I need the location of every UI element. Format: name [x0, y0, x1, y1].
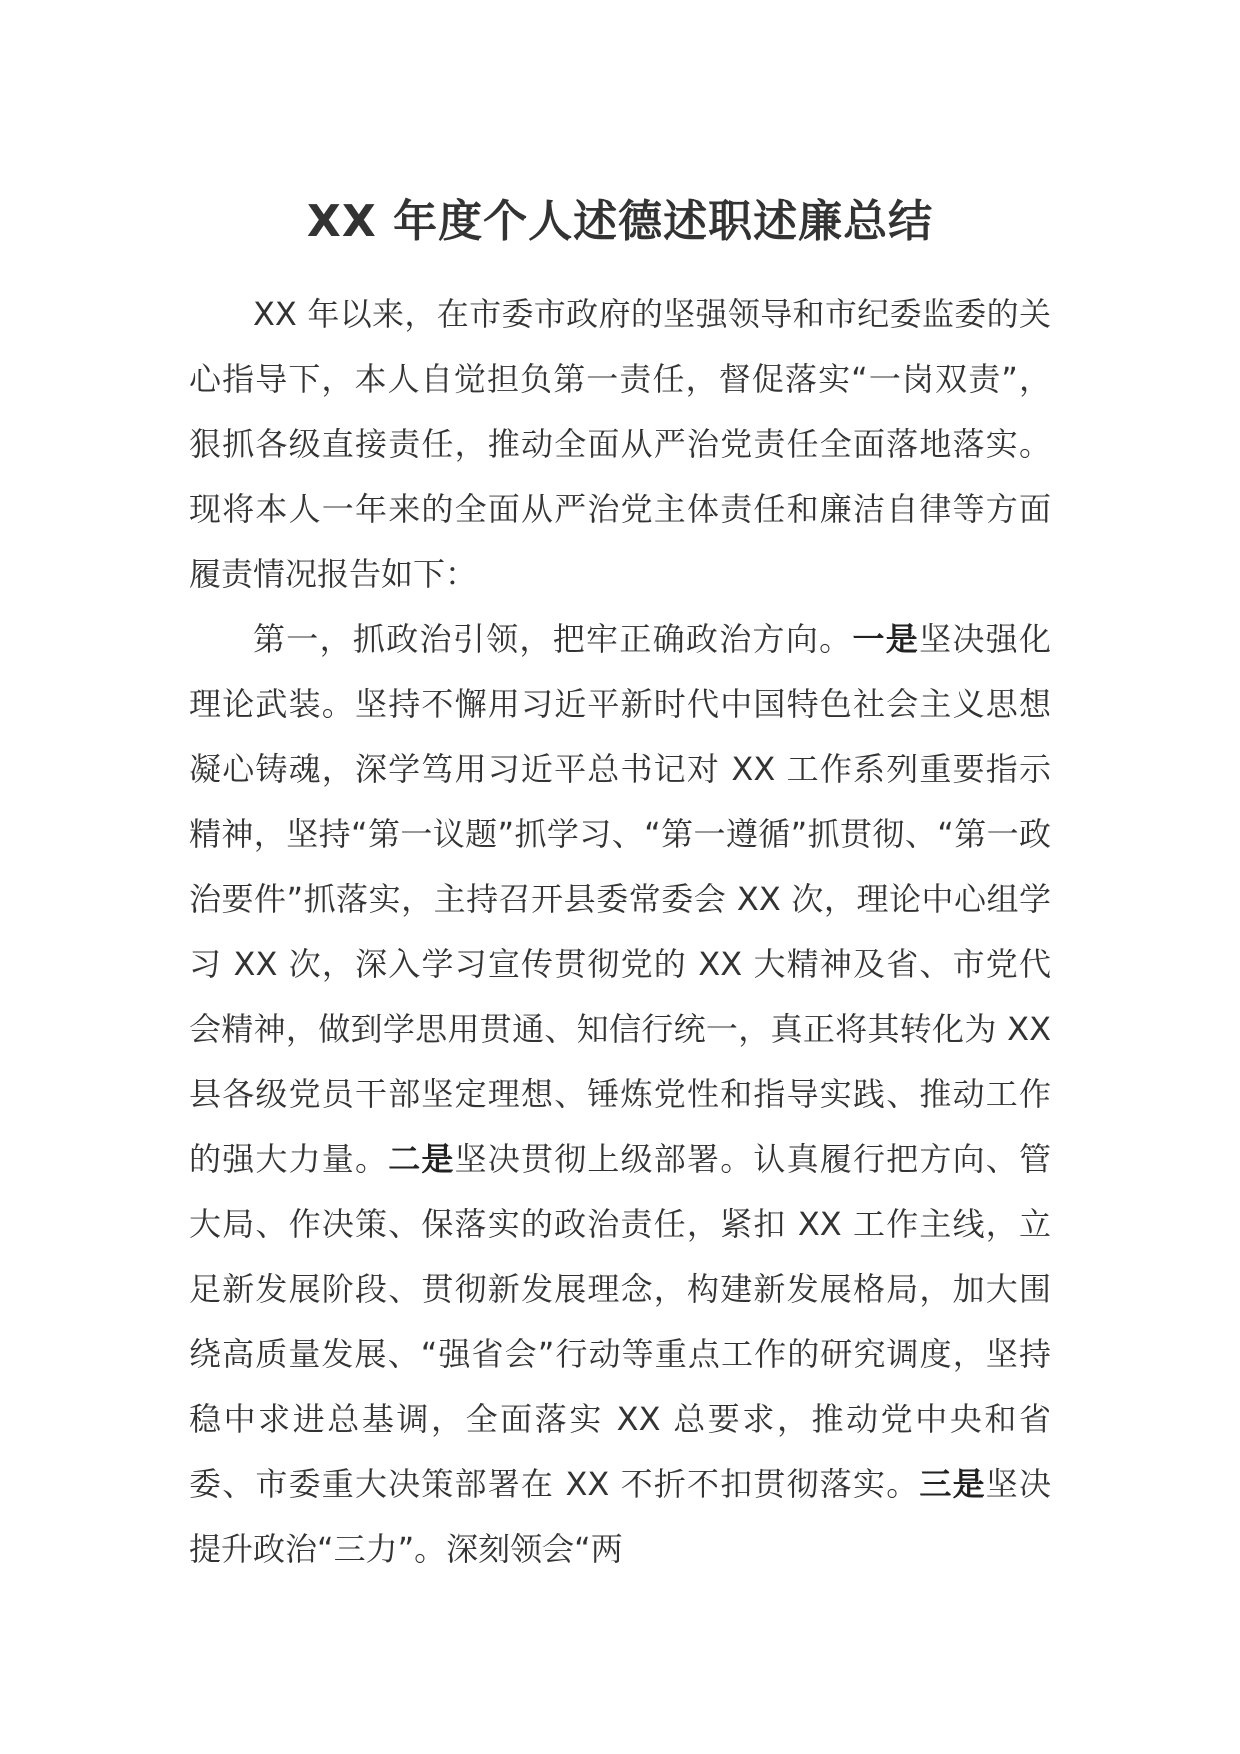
point-three-marker: 三是 [919, 1465, 986, 1503]
point-one-text: 坚决强化理论武装。坚持不懈用习近平新时代中国特色社会主义思想凝心铸魂，深学笃用习近平总书记对 XX 工作系列重要指示精神，坚持“第一议题”抓学习、“第一遵循”抓贯彻、“第一政治要件”抓落实，主持召开县委常委会 XX 次，理论中心组学习 XX 次，深入学习宣传贯彻党的 XX 大精神及省、市党代会精神，做到学思用贯通、知信行统一，真正将其转化为 XX 县各级党员干部坚定理想、锤炼党性和指导实践、推动工作的强大力量。 [189, 620, 1051, 1178]
point-two-text: 坚决贯彻上级部署。认真履行把方向、管大局、作决策、保落实的政治责任，紧扣 XX 工作主线，立足新发展阶段、贯彻新发展理念，构建新发展格局，加大围绕高质量发展、“强省会”行动等重点工作的研究调度，坚持稳中求进总基调，全面落实 XX 总要求，推动党中央和省委、市委重大决策部署在 XX 不折不扣贯彻落实。 [189, 1140, 1051, 1503]
section-one-paragraph [189, 607, 1051, 1582]
point-three-text: 坚决提升政治“三力”。深刻领会“两 [189, 1465, 1051, 1568]
document-body [189, 282, 1051, 1582]
point-one-marker: 一是 [852, 620, 920, 658]
intro-paragraph [189, 282, 1051, 607]
section-one-heading: 第一，抓政治引领，把牢正确政治方向。 [253, 620, 853, 658]
point-two-marker: 二是 [388, 1140, 455, 1178]
document-title: XX 年度个人述德述职述廉总结 [306, 196, 934, 247]
intro-text: XX 年以来，在市委市政府的坚强领导和市纪委监委的关心指导下，本人自觉担负第一责任，督促落实“一岗双责”，狠抓各级直接责任，推动全面从严治党责任全面落地落实。现将本人一年来的全面从严治党主体责任和廉洁自律等方面履责情况报告如下： [189, 295, 1051, 593]
